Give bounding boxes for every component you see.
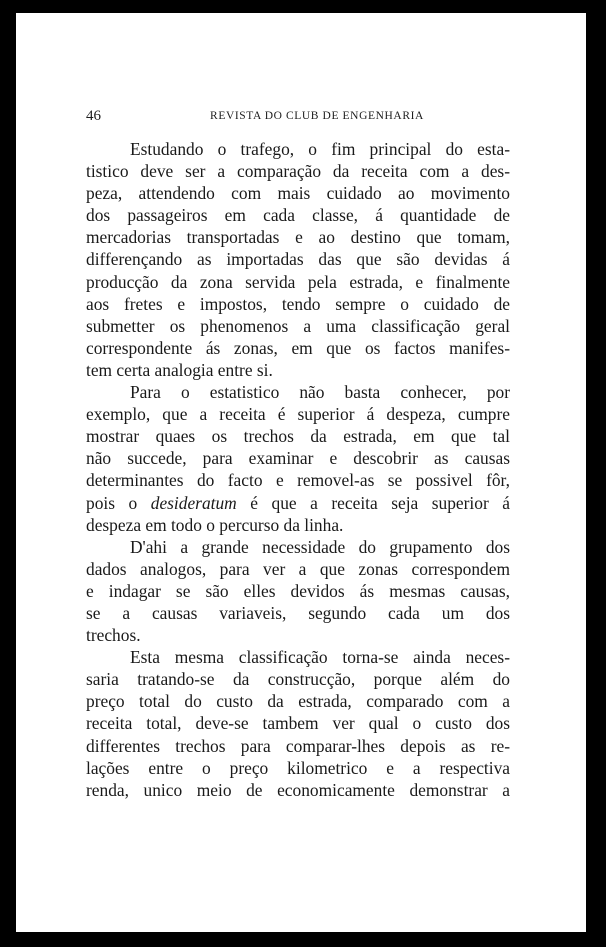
paragraph-trafego	[86, 138, 510, 381]
running-title: REVISTA DO CLUB DE ENGENHARIA	[210, 110, 424, 122]
text-line: receita total, deve-se tambem ver qual o custo dos	[86, 713, 510, 734]
page-number: 46	[86, 108, 101, 124]
text-line: não succede, para examinar e descobrir as causas	[86, 448, 510, 469]
text-line: D'ahi a grande necessidade do grupamento dos	[130, 536, 510, 557]
text-line: tem certa analogia entre si.	[86, 359, 273, 380]
text-line: mercadorias transportadas e ao destino que tomam,	[86, 227, 510, 248]
text-line: aos fretes e impostos, tendo sempre o cuidado de	[86, 293, 510, 314]
text-segment: é que a receita seja superior á	[250, 492, 510, 513]
text-line: dados analogos, para ver a que zonas correspondem	[86, 558, 510, 579]
text-line: determinantes do facto e removel-as se possivel fôr,	[86, 470, 510, 491]
text-line: differentes trechos para comparar-lhes depois as re-	[86, 735, 510, 756]
text-line: mostrar quaes os trechos da estrada, em que tal	[86, 426, 510, 447]
text-line: Esta mesma classificação torna-se ainda neces-	[130, 647, 510, 668]
text-line: exemplo, que a receita é superior á despeza, cumpre	[86, 404, 510, 425]
text-line: Estudando o trafego, o fim principal do esta-	[130, 139, 510, 159]
text-line: saria tratando-se da construcção, porque além do	[86, 669, 510, 690]
text-line: producção da zona servida pela estrada, e finalmente	[86, 271, 510, 292]
text-line: preço total do custo da estrada, comparado com a	[86, 691, 510, 712]
text-line-with-italic	[86, 492, 510, 514]
text-line: correspondente ás zonas, em que os factos manifes-	[86, 337, 510, 358]
text-line: despeza em todo o percurso da linha.	[86, 514, 344, 535]
text-line: tistico deve ser a comparação da receita com a des-	[86, 161, 510, 182]
text-segment: pois o	[86, 492, 138, 513]
paragraph-estatistico	[86, 381, 510, 536]
text-line: dos passageiros em cada classe, á quantidade de	[86, 205, 510, 226]
paragraph-grupamento	[86, 536, 510, 646]
text-line: Para o estatistico não basta conhecer, por	[130, 382, 510, 403]
text-line: differençando as importadas das que são devidas á	[86, 249, 510, 270]
text-line: lações entre o preço kilometrico e a respectiva	[86, 757, 510, 778]
body-text	[86, 138, 510, 801]
text-line: se a causas variaveis, segundo cada um dos	[86, 602, 510, 623]
text-line: submetter os phenomenos a uma classificação geral	[86, 315, 510, 336]
text-line: e indagar se são elles devidos ás mesmas causas,	[86, 580, 510, 601]
text-line: renda, unico meio de economicamente demonstrar a	[86, 779, 510, 800]
paragraph-classificacao	[86, 646, 510, 801]
text-line: peza, attendendo com mais cuidado ao movimento	[86, 183, 510, 204]
page-header	[86, 108, 510, 126]
italic-term: desideratum	[150, 492, 237, 513]
text-line: trechos.	[86, 625, 141, 646]
